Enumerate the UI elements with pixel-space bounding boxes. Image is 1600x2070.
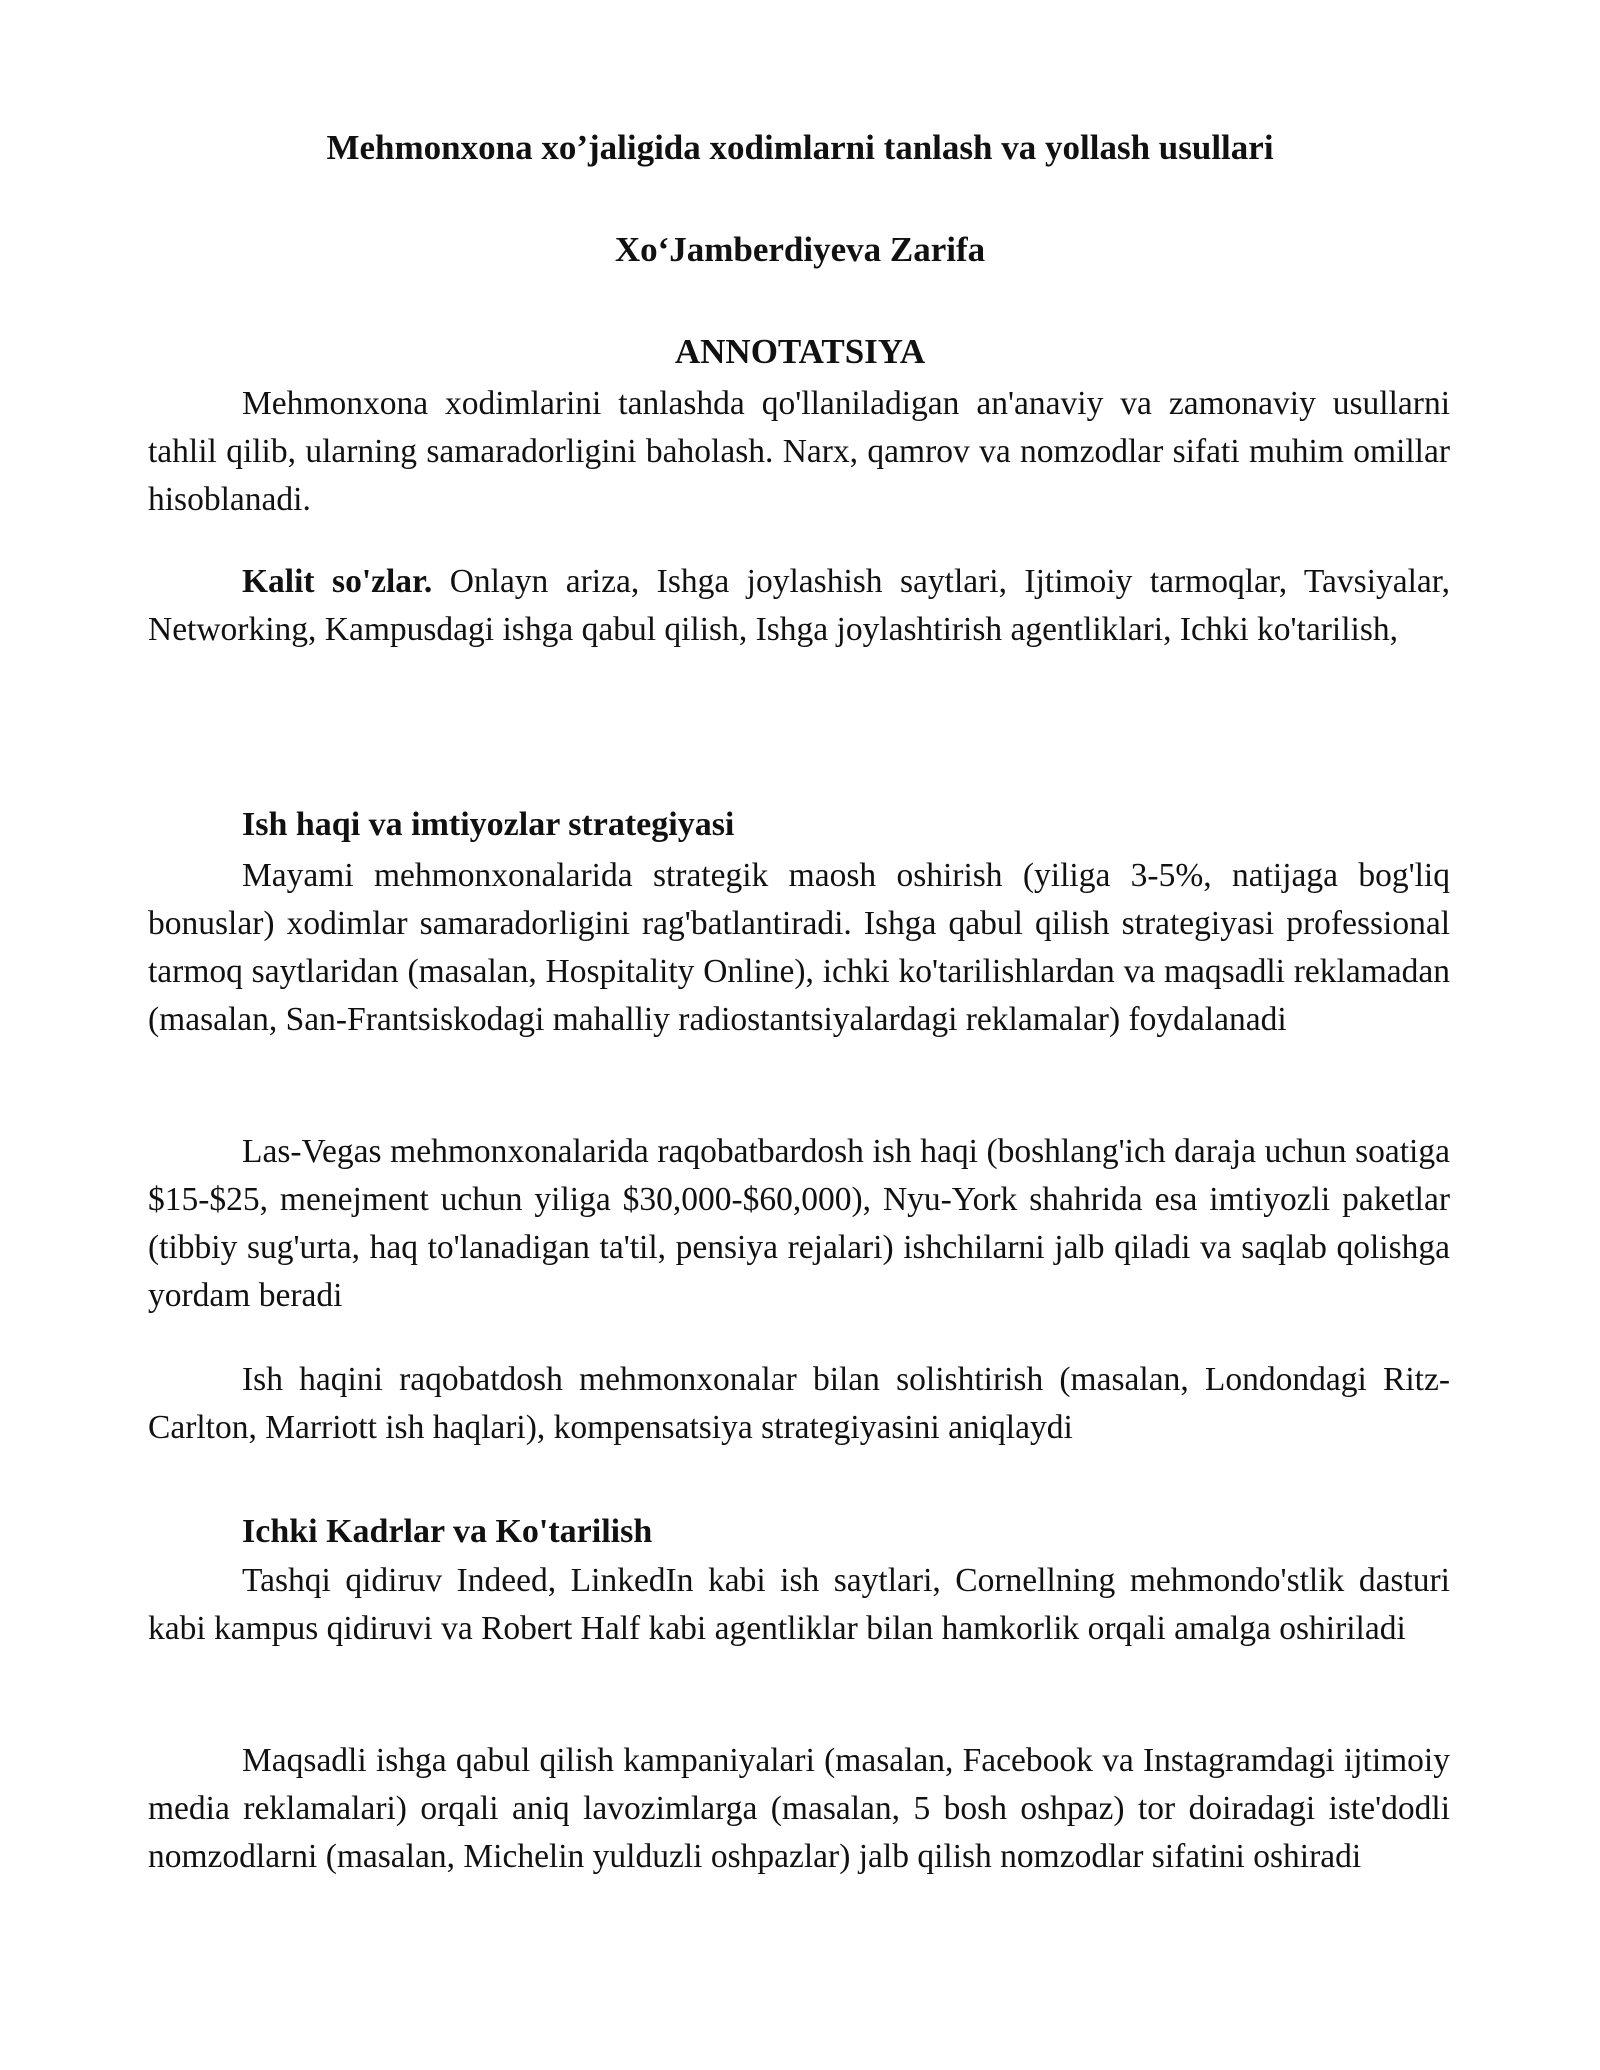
section-heading-salary: Ish haqi va imtiyozlar strategiyasi xyxy=(242,806,735,843)
annotation-heading: ANNOTATSIYA xyxy=(674,332,926,371)
section-paragraph: Mayami mehmonxonalarida strategik maosh oshirish (yiliga 3-5%, natijaga bog'liq bonuslar) xodimlar samaradorligini rag'batlantiradi. Ishga qabul qilish strategiyasi professional tarmoq saytlaridan (masalan, Hospitality Online), ichki ko'tarilishlardan va maqsadli reklamadan (masalan, San-Frantsiskodagi mahalliy radiostantsiyalardagi reklamalar) foydalanadi xyxy=(148,857,1450,1038)
keywords-label: Kalit so'zlar. xyxy=(242,563,433,600)
section-paragraph: Tashqi qidiruv Indeed, LinkedIn kabi ish saytlari, Cornellning mehmondo'stlik dasturi kabi kampus qidiruvi va Robert Half kabi agentliklar bilan hamkorlik orqali amalga oshiriladi xyxy=(148,1562,1450,1647)
section-heading-internal: Ichki Kadrlar va Ko'tarilish xyxy=(242,1513,653,1550)
author-name: Xo‘Jamberdiyeva Zarifa xyxy=(614,230,986,269)
section-paragraph: Las-Vegas mehmonxonalarida raqobatbardosh ish haqi (boshlang'ich daraja uchun soatiga $15-$25, menejment uchun yiliga $30,000-$60,000), Nyu-York shahrida esa imtiyozli paketlar (tibbiy sug'urta, haq to'lanadigan ta'til, pensiya rejalari) ishchilarni jalb qiladi va saqlab qolishga yordam beradi xyxy=(148,1133,1450,1314)
keywords-paragraph xyxy=(148,558,1450,654)
section-paragraph: Maqsadli ishga qabul qilish kampaniyalari (masalan, Facebook va Instagramdagi ijtimoiy media reklamalari) orqali aniq lavozimlarga (masalan, 5 bosh oshpaz) tor doiradagi iste'dodli nomzodlarni (masalan, Michelin yulduzli oshpazlar) jalb qilish nomzodlar sifatini oshiradi xyxy=(148,1742,1450,1875)
document-title: Mehmonxona xo’jaligida xodimlarni tanlash va yollash usullari xyxy=(326,128,1274,167)
keywords-text: Onlayn ariza, Ishga joylashish saytlari, Ijtimoiy tarmoqlar, Tavsiyalar, Networking, Kampusdagi ishga qabul qilish, Ishga joylashtirish agentliklari, Ichki ko'tarilish, xyxy=(148,563,1450,648)
annotation-paragraph: Mehmonxona xodimlarini tanlashda qo'llaniladigan an'anaviy va zamonaviy usullarni tahlil qilib, ularning samaradorligini baholash. Narx, qamrov va nomzodlar sifati muhim omillar hisoblanadi. xyxy=(148,385,1450,518)
section-paragraph: Ish haqini raqobatdosh mehmonxonalar bilan solishtirish (masalan, Londondagi Ritz-Carlton, Marriott ish haqlari), kompensatsiya strategiyasini aniqlaydi xyxy=(148,1361,1450,1446)
